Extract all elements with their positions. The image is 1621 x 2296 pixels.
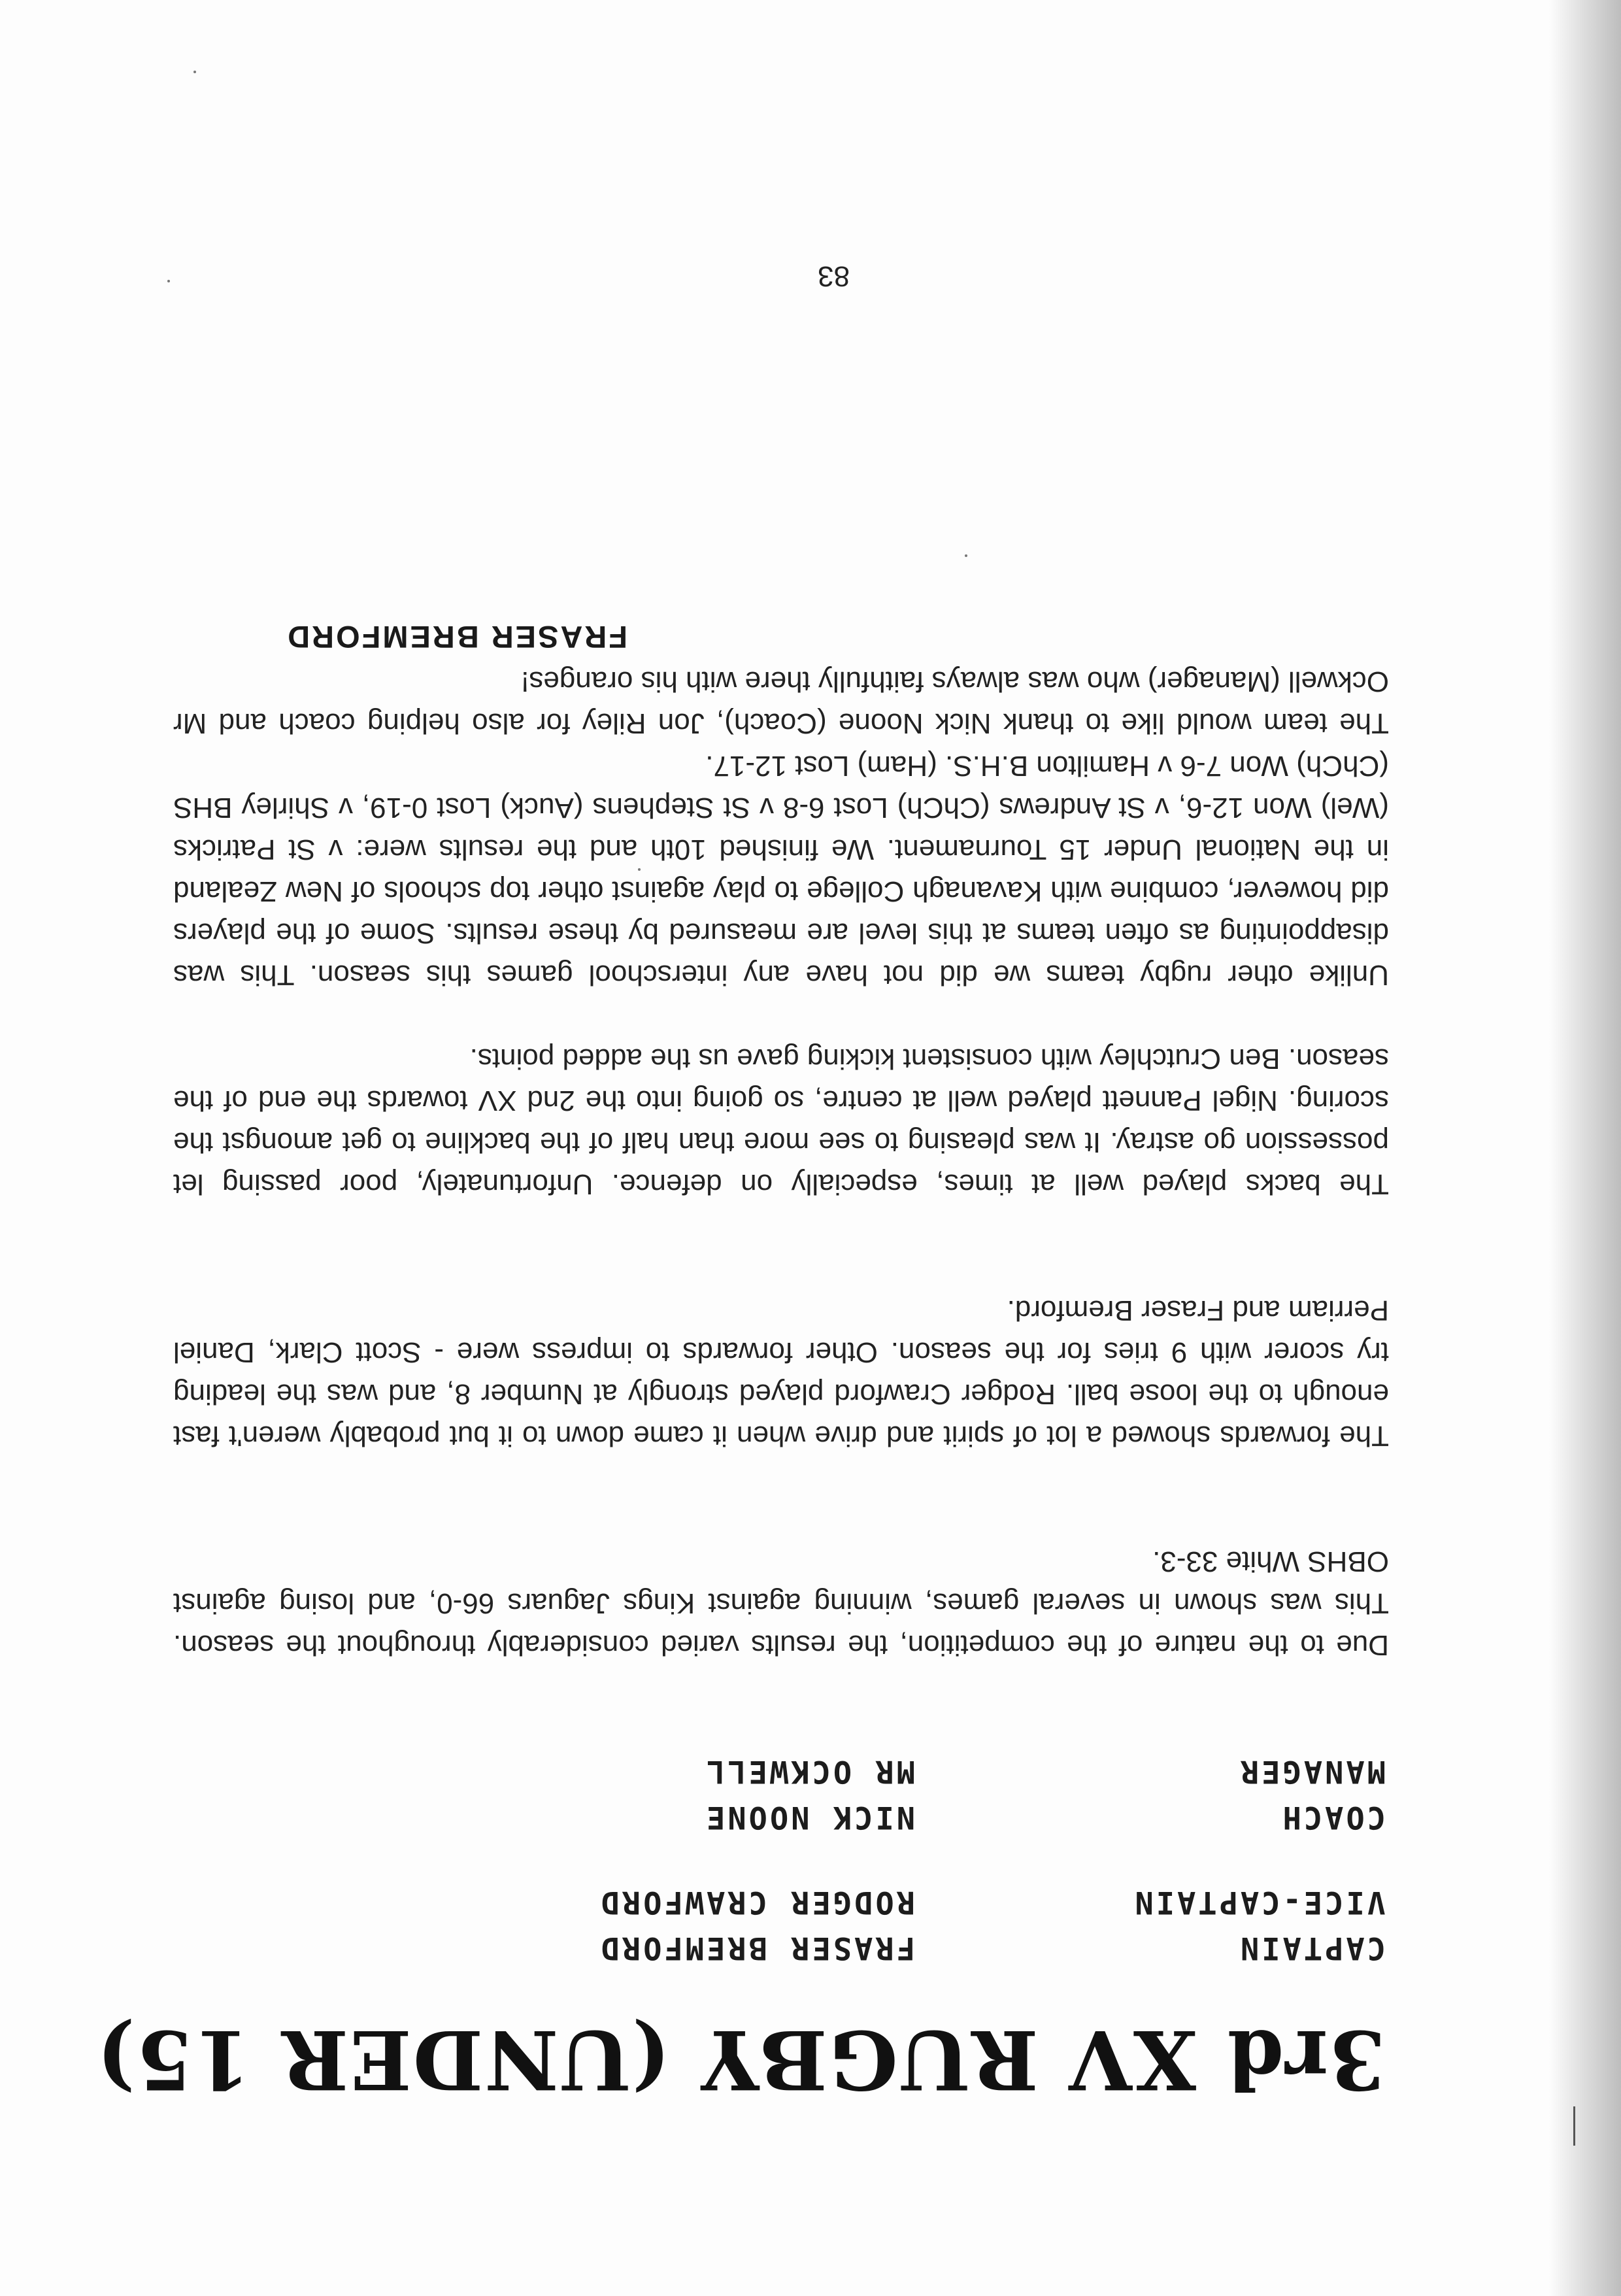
binding-mark	[1573, 2106, 1575, 2146]
manager-name: MR OCKWELL	[704, 1753, 915, 1789]
scan-speck	[167, 280, 170, 282]
coach-name: NICK NOONE	[704, 1799, 915, 1835]
scan-speck	[638, 868, 641, 871]
scan-speck	[193, 71, 196, 73]
captain-name: FRASER BREMFORD	[598, 1930, 915, 1966]
scan-edge-shadow	[1549, 0, 1621, 2296]
coach-label: COACH	[1280, 1799, 1386, 1835]
paragraph-forwards: The forwards showed a lot of spirit and drive when it came down to it but probably weren't fast enough to the loose ball. Rodger Crawford played strongly at Number 8, and was the leading try scorer with 9 tries for the season. Other forwards to impress were - Scott Clark, Daniel Perriam and Fraser Bremford.	[173, 1294, 1389, 1452]
paragraph-tournament-results: Unlike other rugby teams we did not have any interschool games this season. This was disappointing as often teams at this level are measured by these results. Some of the players did however, combine with Kavanagh College to play against other top schools of New Zealand in the National Under 15 Tournament. We finished 10th and the results were: v St Patricks (Wel) Won 12-6, v St Andrews (ChCh) Lost 6-8 v St Stephens (Auck) Lost 0-19, v Shirley BHS (ChCh) Won 7-6 v Hamilton B.H.S. (Ham) Lost 12-17.	[173, 750, 1389, 991]
page-number: 83	[818, 260, 850, 292]
captain-label: CAPTAIN	[1237, 1930, 1386, 1966]
paragraph-thanks: The team would like to thank Nick Noone (Coach), Jon Riley for also helping coach and Mr Ockwell (Manager) who was always faithfully there with his oranges!	[173, 666, 1389, 739]
manager-label: MANAGER	[1237, 1753, 1386, 1789]
page-title: 3rd XV RUGBY (UNDER 15)	[95, 2012, 1386, 2106]
paragraph-season-overview: Due to the nature of the competition, the results varied considerably throughout the season. This was shown in several games, winning against Kings Jaguars 66-0, and losing against OBHS White 33-3.	[173, 1545, 1389, 1661]
vice-captain-name: RODGER CRAWFORD	[598, 1884, 915, 1920]
scan-speck	[965, 554, 967, 557]
author-signature: FRASER BREMFORD	[286, 620, 627, 654]
vice-captain-label: VICE-CAPTAIN	[1132, 1884, 1386, 1920]
paragraph-backs: The backs played well at times, especially on defence. Unfortunately, poor passing let possession go astray. It was pleasing to see more than half of the backline to get amongst the scoring. Nigel Pannett played well at centre, so going into the 2nd XV towards the end of the season. Ben Crutchley with consistent kicking gave us the added points.	[173, 1043, 1389, 1200]
